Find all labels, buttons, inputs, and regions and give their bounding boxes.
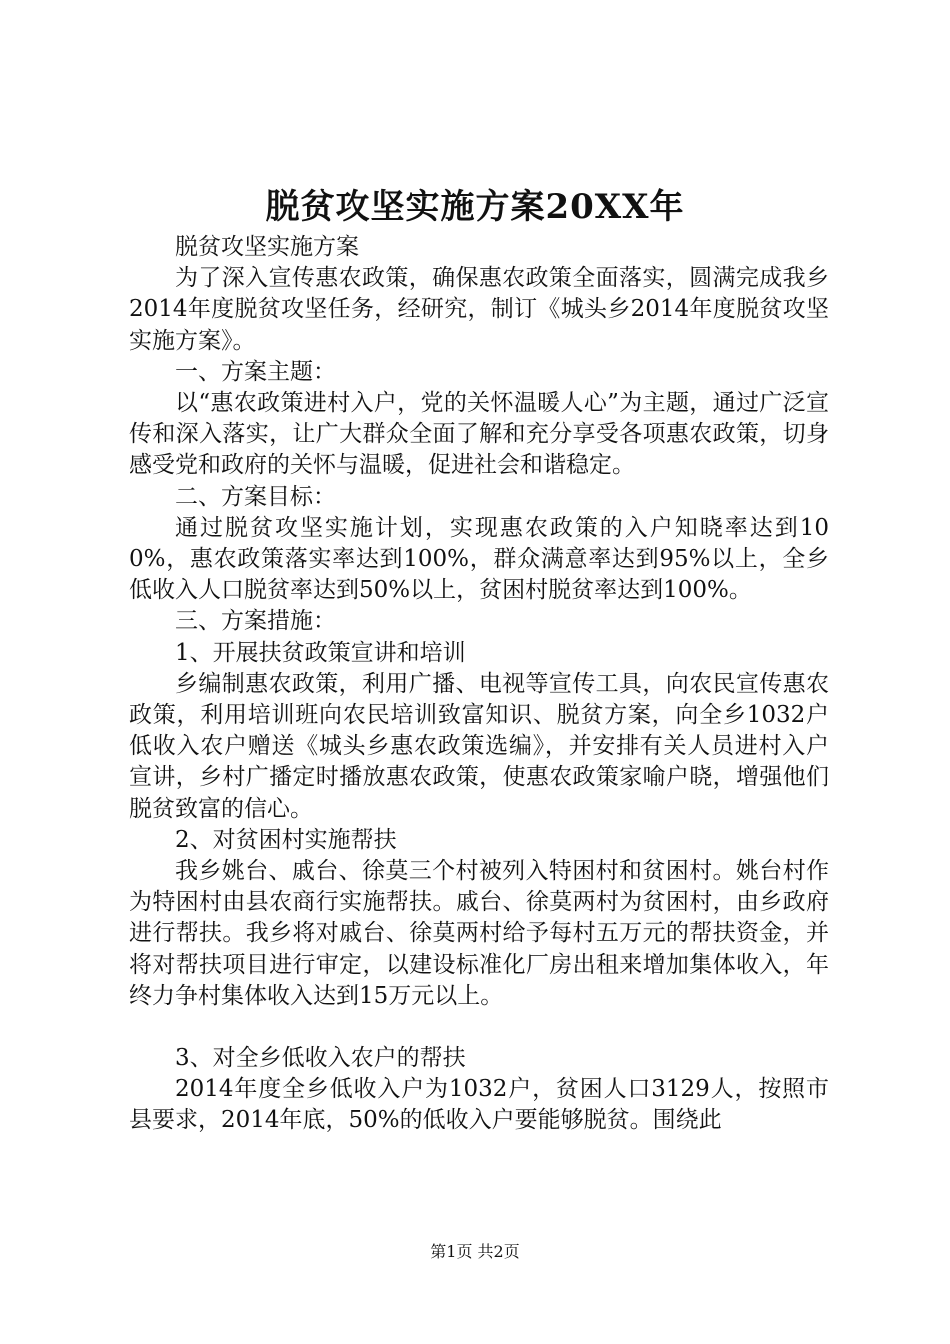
- section-heading-theme: 一、方案主题：: [175, 358, 336, 385]
- section-heading-goals: 二、方案目标：: [175, 483, 336, 510]
- document-body: [129, 232, 829, 1137]
- paragraph-theme: 以“惠农政策进村入户，党的关怀温暖人心”为主题，通过广泛宣传和深入落实，让广大群众全面了解和充分享受各项惠农政策，切身感受党和政府的关怀与温暖，促进社会和谐稳定。: [129, 390, 829, 479]
- subheading-measure-3: 3、对全乡低收入农户的帮扶: [175, 1045, 466, 1072]
- paragraph-measure-3: 2014年度全乡低收入户为1032户，贫困人口3129人，按照市县要求，2014年底，50%的低收入户要能够脱贫。围绕此: [129, 1076, 829, 1134]
- paragraph-intro: 为了深入宣传惠农政策，确保惠农政策全面落实，圆满完成我乡2014年度脱贫攻坚任务，经研究，制订《城头乡2014年度脱贫攻坚实施方案》。: [129, 265, 829, 354]
- document-title: 脱贫攻坚实施方案20XX年: [265, 187, 685, 227]
- paragraph-measure-2: 我乡姚台、戚台、徐莫三个村被列入特困村和贫困村。姚台村作为特困村由县农商行实施帮扶。戚台、徐莫两村为贫困村，由乡政府进行帮扶。我乡将对戚台、徐莫两村给予每村五万元的帮扶资金，并将对帮扶项目进行审定，以建设标准化厂房出租来增加集体收入，年终力争村集体收入达到15万元以上。: [129, 858, 829, 1009]
- section-heading-measures: 三、方案措施：: [175, 608, 336, 635]
- subheading-measure-2: 2、对贫困村实施帮扶: [175, 826, 397, 853]
- subheading-measure-1: 1、开展扶贫政策宣讲和培训: [175, 639, 466, 666]
- paragraph-goals: 通过脱贫攻坚实施计划，实现惠农政策的入户知晓率达到100%，惠农政策落实率达到100%，群众满意率达到95%以上，全乡低收入人口脱贫率达到50%以上，贫困村脱贫率达到100%。: [129, 514, 829, 604]
- page-footer: 第1页 共2页: [430, 1242, 520, 1261]
- paragraph-gap: [129, 1012, 829, 1043]
- paragraph-doc-heading: 脱贫攻坚实施方案: [175, 234, 359, 260]
- paragraph-measure-1: 乡编制惠农政策，利用广播、电视等宣传工具，向农民宣传惠农政策，利用培训班向农民培训致富知识、脱贫方案，向全乡1032户低收入农户赠送《城头乡惠农政策选编》，并安排有关人员进村入户宣讲，乡村广播定时播放惠农政策，使惠农政策家喻户晓，增强他们脱贫致富的信心。: [129, 670, 829, 822]
